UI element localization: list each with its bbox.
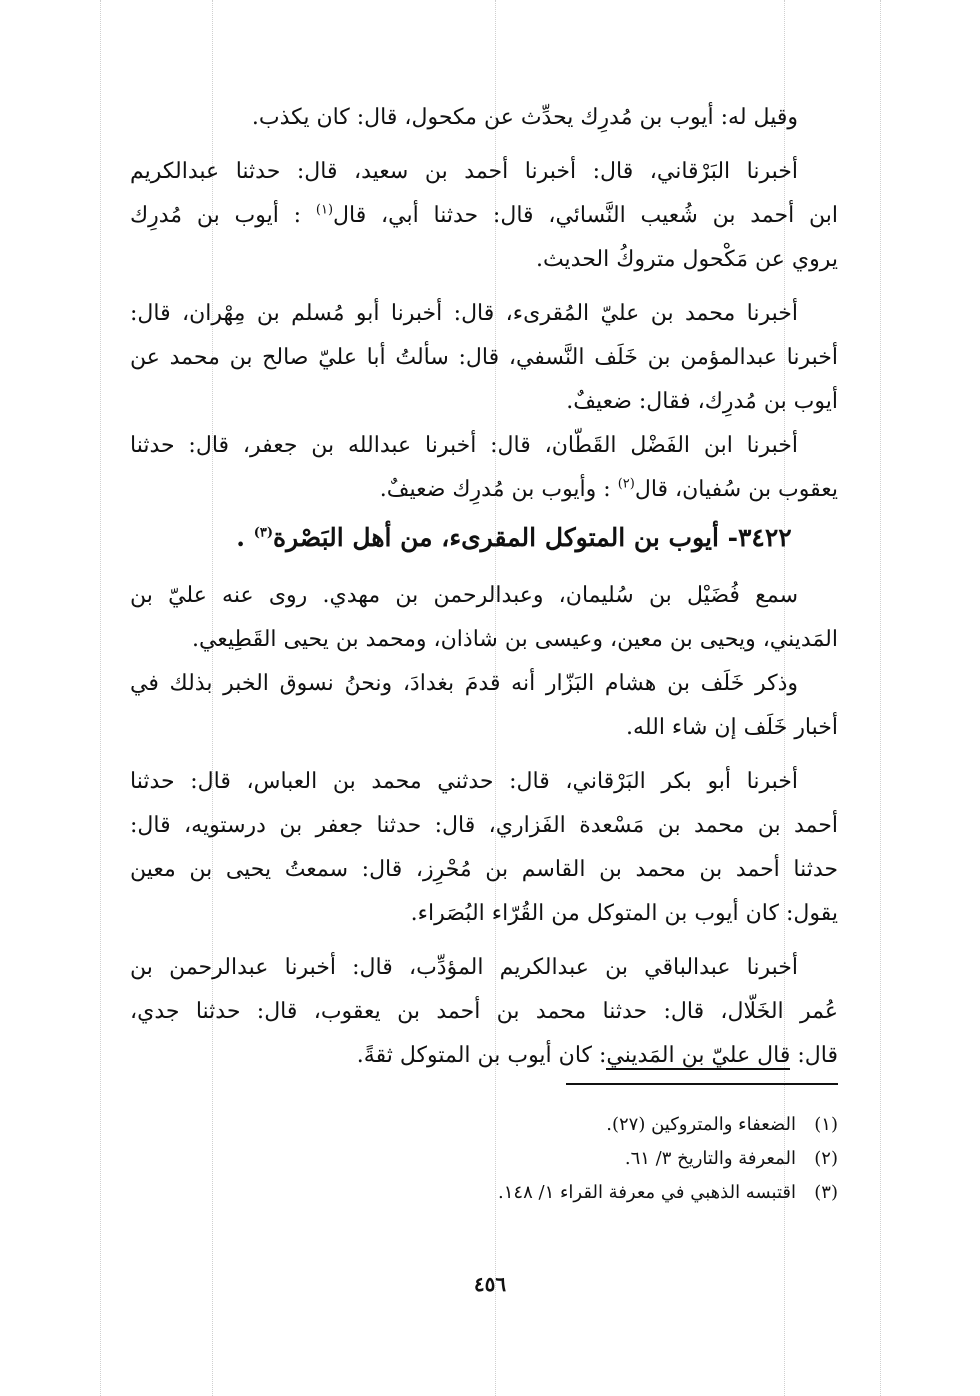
entry-number: ٣٤٢٢- — [727, 523, 792, 552]
text-segment: : أيوب بن مُدرِك — [130, 203, 302, 228]
text-segment: يعقوب بن سُفيان، قال — [634, 477, 838, 502]
entry-title: أيوب بن المتوكل المقرىء، من أهل البَصْرة — [273, 523, 719, 552]
footnote-number: (٢) — [814, 1148, 838, 1169]
footnote-marker: (١) — [315, 202, 334, 218]
text-line: أخبرنا أبو بكر البَرْقاني، قال: حدثني محمد بن العباس، قال: حدثنا — [130, 769, 798, 794]
text-line: حدثنا أحمد بن محمد بن القاسم بن مُحْرِز، قال: سمعتُ يحيى بن معين — [130, 857, 838, 882]
footnote-number: (١) — [814, 1114, 838, 1135]
text-line: سمع فُضَيْل بن سُليمان، وعبدالرحمن بن مهدي. روى عنه عليّ بن — [130, 583, 798, 608]
underlined-text: قال عليّ بن المَديني — [606, 1043, 791, 1068]
text-line: وذكر خَلَف بن هشام البَزّار أنه قدمَ بغدادَ، ونحنُ نسوق الخبر بذلك في — [130, 671, 798, 696]
text-line: أخبرنا البَرْقاني، قال: أخبرنا أحمد بن سعيد، قال: حدثنا عبدالكريم — [130, 159, 798, 184]
entry-heading — [130, 512, 838, 564]
text-line: أخبرنا محمد بن عليّ المُقرىء، قال: أخبرنا أبو مُسلم بن مِهْران، قال: — [130, 301, 798, 326]
text-line: يروي عن مَكْحول متروكُ الحديث. — [535, 247, 838, 272]
text-line: أحمد بن محمد بن مَسْعدة الفَزاري، قال: حدثنا جعفر بن درستويه، قال: — [130, 813, 838, 838]
text-segment: ابن أحمد بن شُعيب النَّسائي، قال: حدثنا أبي، قال — [333, 203, 838, 228]
text-line: أخبرنا ابن الفَضْل القَطّان، قال: أخبرنا عبدالله بن جعفر، قال: حدثنا — [130, 433, 798, 458]
text-line: أخبرنا عبدالباقي بن عبدالكريم المؤدِّب، قال: أخبرنا عبدالرحمن بن — [130, 955, 798, 980]
footnote-text: المعرفة والتاريخ ٣/ ٦١. — [624, 1148, 796, 1169]
text-line: عُمر الخَلّال، قال: حدثنا محمد بن أحمد بن يعقوب، قال: حدثنا جدي، — [130, 999, 838, 1024]
footnote-text: الضعفاء والمتروكين (٢٧). — [606, 1114, 796, 1135]
footnote-item — [300, 1176, 838, 1210]
text-line: وقيل له: أيوب بن مُدرِك يحدِّث عن مكحول، قال: كان يكذب. — [251, 105, 798, 130]
text-line: أخبار خَلَف إن شاء الله. — [626, 715, 838, 740]
entry-tail: . — [236, 523, 245, 552]
text-line — [130, 468, 838, 512]
text-segment: قال: — [790, 1043, 838, 1068]
text-segment: : كان أيوب بن المتوكل ثقةً. — [356, 1043, 607, 1068]
text-line: أيوب بن مُدرِك، فقال: ضعيفٌ. — [566, 389, 838, 414]
footnote-number: (٣) — [814, 1182, 838, 1203]
text-line: يقول: كان أيوب بن المتوكل من القُرّاء البُصَراء. — [410, 901, 838, 926]
footnote-item — [300, 1142, 838, 1176]
footnote-text: اقتبسه الذهبي في معرفة القراء ١/ ١٤٨. — [498, 1182, 796, 1203]
footnote-marker: (٢) — [617, 476, 635, 492]
text-line: المَديني، ويحيى بن معين، وعيسى بن شاذان، ومحمد بن يحيى القَطِيعي. — [191, 627, 838, 652]
text-segment: : وأيوب بن مُدرِك ضعيفٌ. — [379, 477, 611, 502]
scan-artifact-line — [880, 0, 881, 1396]
footnote-item — [300, 1108, 838, 1142]
page-number: ٤٥٦ — [473, 1272, 507, 1296]
scan-artifact-line — [100, 0, 101, 1396]
main-text — [130, 96, 838, 1078]
text-line — [130, 1034, 838, 1078]
footnote-marker: (٣) — [253, 525, 273, 541]
text-line: أخبرنا عبدالمؤمن بن خَلَف النَّسفي، قال: سألتُ أبا عليّ صالح بن محمد عن — [130, 345, 838, 370]
footnote-divider — [566, 1083, 838, 1085]
footnotes — [300, 1108, 838, 1210]
text-line — [130, 194, 838, 238]
